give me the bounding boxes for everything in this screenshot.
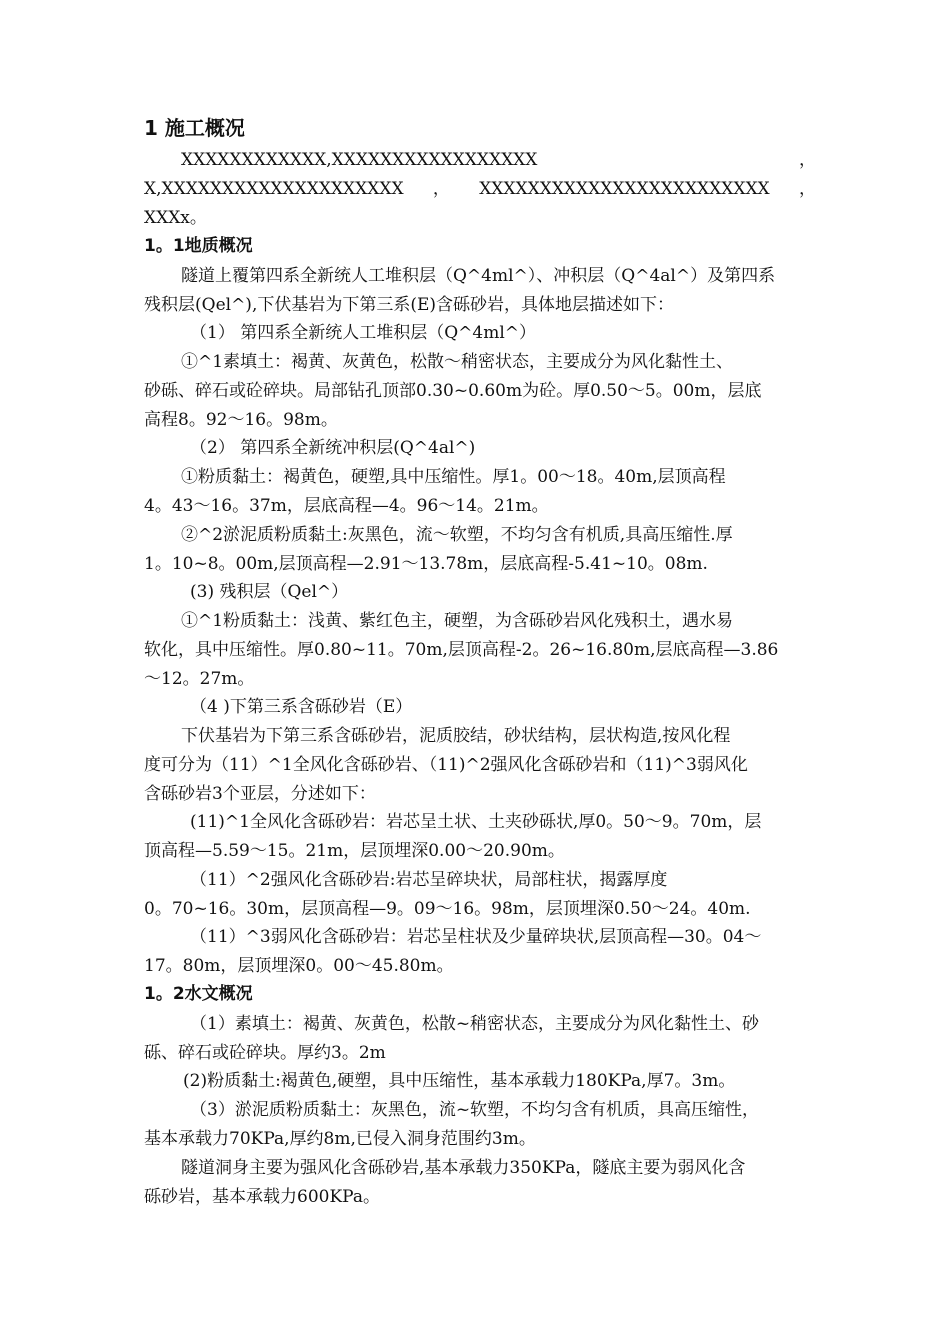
paragraph-line: XXXx。 — [144, 208, 207, 228]
list-heading: （1） 第四系全新统人工堆积层（Q^4ml^） — [190, 323, 537, 343]
paragraph-line: ①^1粉质黏土：浅黄、紫红色主，硬塑，为含砾砂岩风化残积土，遇水易 — [181, 611, 734, 631]
paragraph-line: ①粉质黏土：褐黄色，硬塑,具中压缩性。厚1。00～18。40m,层顶高程 — [181, 467, 726, 487]
paragraph-line: 高程8。92～16。98m。 — [144, 410, 338, 430]
paragraph-line: 度可分为（11）^1全风化含砾砂岩、（11)^2强风化含砾砂岩和（11)^3弱风化 — [144, 755, 748, 775]
paragraph-line: 基本承载力70KPa,厚约8m,已侵入洞身范围约3m。 — [144, 1129, 536, 1149]
paragraph-line: 残积层(Qel^),下伏基岩为下第三系(E)含砾砂岩，具体地层描述如下： — [144, 295, 675, 315]
paragraph-line: ②^2淤泥质粉质黏土:灰黑色，流～软塑，不均匀含有机质,具高压缩性.厚 — [181, 525, 733, 545]
paragraph-line: 软化，具中压缩性。厚0.80~11。70m,层顶高程-2。26~16.80m,层底高程—3.86 — [144, 640, 779, 660]
list-heading: （2） 第四系全新统冲积层(Q^4al^) — [190, 438, 476, 458]
paragraph-line: 17。80m，层顶埋深0。00～45.80m。 — [144, 956, 454, 976]
paragraph-line: ①^1素填土：褐黄、灰黄色，松散～稍密状态，主要成分为风化黏性土、 — [181, 352, 734, 372]
paragraph-line: (11)^1全风化含砾砂岩：岩芯呈土状、土夹砂砾状,厚0。50～9。70m，层 — [190, 812, 762, 832]
list-heading: (3) 残积层（Qel^） — [190, 582, 349, 602]
paragraph-line: 顶高程—5.59～15。21m，层顶埋深0.00～20.90m。 — [144, 841, 565, 861]
paragraph-line: （11）^2强风化含砾砂岩:岩芯呈碎块状，局部柱状，揭露厚度 — [190, 870, 668, 890]
paragraph-line: （11）^3弱风化含砾砂岩：岩芯呈柱状及少量碎块状,层顶高程—30。04～ — [190, 927, 762, 947]
subsection-heading: 1。2水文概况 — [144, 984, 253, 1004]
paragraph-line: 1。10~8。00m,层顶高程—2.91～13.78m，层底高程-5.41~10。08m. — [144, 554, 708, 574]
paragraph-line: （1）素填土：褐黄、灰黄色，松散~稍密状态，主要成分为风化黏性土、砂 — [190, 1014, 760, 1034]
paragraph-line: 隧道洞身主要为强风化含砾砂岩,基本承载力350KPa，隧底主要为弱风化含 — [181, 1158, 746, 1178]
paragraph-line: X,XXXXXXXXXXXXXXXXXXXX，XXXXXXXXXXXXXXXXXXXXXXXX， — [144, 179, 816, 199]
paragraph-line: (2)粉质黏土:褐黄色,硬塑，具中压缩性，基本承载力180KPa,厚7。3m。 — [183, 1071, 736, 1091]
paragraph-line: 砾砂岩，基本承载力600KPa。 — [144, 1187, 380, 1207]
list-heading: （4 )下第三系含砾砂岩（E） — [190, 697, 413, 717]
paragraph-line: 下伏基岩为下第三系含砾砂岩，泥质胶结，砂状结构，层状构造,按风化程 — [181, 726, 731, 746]
paragraph-line: 砾、碎石或砼碎块。厚约3。2m — [144, 1043, 386, 1063]
paragraph-line: 含砾砂岩3个亚层，分述如下： — [144, 784, 376, 804]
paragraph-line: ～12。27m。 — [144, 669, 255, 689]
paragraph-line: （3）淤泥质粉质黏土：灰黑色，流~软塑，不均匀含有机质，具高压缩性， — [190, 1100, 760, 1120]
paragraph-line: 0。70~16。30m，层顶高程—9。09～16。98m，层顶埋深0.50～24。40m. — [144, 899, 751, 919]
subsection-heading: 1。1地质概况 — [144, 236, 253, 256]
paragraph-line: 砂砾、碎石或砼碎块。局部钻孔顶部0.30~0.60m为砼。厚0.50～5。00m，层底 — [144, 381, 762, 401]
paragraph-line: 4。43～16。37m，层底高程—4。96～14。21m。 — [144, 496, 549, 516]
paragraph-line: XXXXXXXXXXXX,XXXXXXXXXXXXXXXXX， — [181, 150, 816, 170]
section-heading: 1 施工概况 — [144, 116, 245, 140]
paragraph-line: 隧道上覆第四系全新统人工堆积层（Q^4ml^）、冲积层（Q^4al^）及第四系 — [181, 266, 776, 286]
